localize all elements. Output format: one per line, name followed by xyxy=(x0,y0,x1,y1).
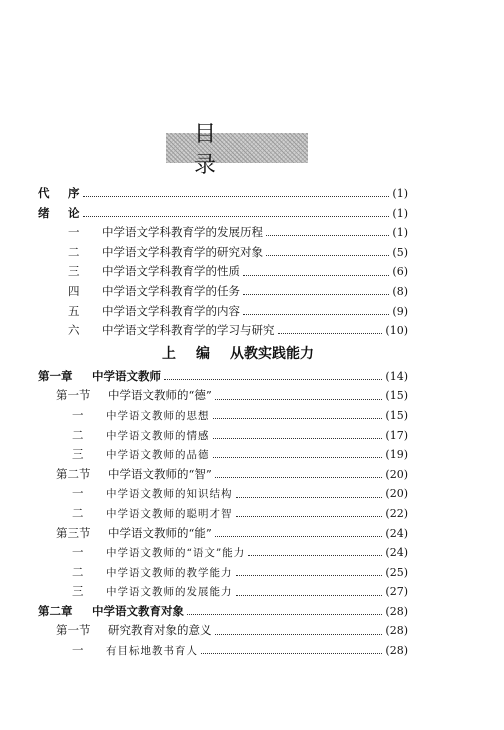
toc-entry-number: 第一节 xyxy=(56,388,91,403)
part-name: 从教实践能力 xyxy=(230,345,314,362)
toc-entry-page: (5) xyxy=(392,245,408,259)
toc-entry-number: 二 xyxy=(72,564,84,579)
part-label-2: 编 xyxy=(196,345,210,362)
toc-entry[interactable] xyxy=(38,465,408,485)
toc-leader-dots xyxy=(215,399,383,400)
toc-entry-text: 中学语文教师的情感 xyxy=(106,429,210,442)
toc-leader-dots xyxy=(213,457,383,458)
toc-entry[interactable] xyxy=(38,621,408,641)
toc-entry-number: 一 xyxy=(68,225,80,240)
toc-entry-text: 中学语文教师的发展能力 xyxy=(106,586,233,599)
toc-leader-dots xyxy=(187,614,382,615)
toc-entry-number: 一 xyxy=(72,643,84,658)
toc-entry-number: 第一节 xyxy=(56,623,91,638)
toc-entry-page: (8) xyxy=(392,284,408,298)
toc-entry[interactable] xyxy=(38,524,408,544)
toc-entry[interactable] xyxy=(38,445,408,465)
toc-entry-text: 中学语文教师的知识结构 xyxy=(106,488,233,501)
toc-leader-dots xyxy=(215,536,383,537)
toc-leader-dots xyxy=(248,555,382,556)
toc-leader-dots xyxy=(213,438,383,439)
toc-leader-dots xyxy=(236,595,383,596)
toc-entry-page: (22) xyxy=(385,506,408,520)
toc-entry-page: (24) xyxy=(385,526,408,540)
toc-entry-text: 中学语文学科教育学的研究对象 xyxy=(102,244,263,259)
toc-entry-number: 绪 xyxy=(38,205,50,220)
toc-entry-text: 中学语文学科教育学的内容 xyxy=(102,303,240,318)
toc-entry-text: 中学语文学科教育学的任务 xyxy=(102,283,240,298)
toc-leader-dots xyxy=(243,275,389,276)
toc-leader-dots xyxy=(236,516,383,517)
toc-entry[interactable] xyxy=(38,184,408,204)
toc-leader-dots xyxy=(236,497,383,498)
toc-entry-text: 中学语文教师 xyxy=(92,368,161,383)
toc-entry[interactable] xyxy=(38,204,408,224)
toc-entry-page: (1) xyxy=(392,187,408,200)
toc-entry[interactable] xyxy=(38,386,408,406)
toc-entry-page: (28) xyxy=(385,644,408,658)
toc-entry-page: (6) xyxy=(392,265,408,279)
toc-entry-number: 代 xyxy=(38,186,50,200)
toc-entry[interactable] xyxy=(38,367,408,387)
table-of-contents xyxy=(38,184,408,661)
toc-entry-text: 研究教育对象的意义 xyxy=(108,623,212,638)
toc-entry-text: 中学语文教育对象 xyxy=(92,603,184,618)
toc-leader-dots xyxy=(201,653,382,654)
toc-entry[interactable] xyxy=(38,563,408,583)
toc-leader-dots xyxy=(236,575,383,576)
toc-title: 目 录 xyxy=(194,122,245,178)
toc-entry-page: (20) xyxy=(385,467,408,481)
part-label: 上 xyxy=(162,345,176,362)
toc-entry-number: 一 xyxy=(72,407,84,422)
toc-entry-number: 三 xyxy=(72,447,84,462)
toc-entry[interactable] xyxy=(38,602,408,622)
toc-entry-page: (9) xyxy=(392,304,408,318)
toc-entry-page: (28) xyxy=(385,604,408,618)
toc-entry-page: (24) xyxy=(385,546,408,560)
toc-leader-dots xyxy=(278,333,383,334)
toc-leader-dots xyxy=(215,634,383,635)
toc-entry[interactable] xyxy=(38,321,408,341)
toc-leader-dots xyxy=(164,379,382,380)
toc-leader-dots xyxy=(243,314,389,315)
toc-entry-text: 论 xyxy=(68,205,80,220)
toc-entry-number: 一 xyxy=(72,545,84,560)
toc-entry[interactable] xyxy=(38,426,408,446)
toc-entry-text: 中学语文教师的“德” xyxy=(108,388,212,403)
toc-entry-number: 三 xyxy=(68,264,80,279)
toc-entry-page: (25) xyxy=(385,565,408,579)
toc-title-box xyxy=(166,122,308,178)
toc-entry[interactable] xyxy=(38,406,408,426)
toc-entry-text: 中学语文教师的教学能力 xyxy=(106,566,233,579)
toc-entry-text: 中学语文教师的聪明才智 xyxy=(106,507,233,520)
toc-entry[interactable] xyxy=(38,504,408,524)
part-heading xyxy=(38,341,408,367)
toc-entry-number: 四 xyxy=(68,283,80,298)
toc-entry-number: 三 xyxy=(72,584,84,599)
toc-leader-dots xyxy=(213,418,383,419)
toc-entry-text: 中学语文教师的“能” xyxy=(108,525,212,540)
toc-leader-dots xyxy=(266,255,389,256)
toc-entry[interactable] xyxy=(38,282,408,302)
toc-entry-number: 第一章 xyxy=(38,368,73,383)
toc-entry-number: 第二节 xyxy=(56,466,91,481)
toc-entry-text: 中学语文教师的“智” xyxy=(108,466,212,481)
toc-entry-number: 二 xyxy=(68,244,80,259)
toc-entry-page: (28) xyxy=(385,624,408,638)
toc-entry-page: (15) xyxy=(385,408,408,422)
toc-entry-text: 序 xyxy=(68,186,80,200)
toc-entry-text: 中学语文学科教育学的发展历程 xyxy=(102,225,263,240)
toc-entry-text: 中学语文学科教育学的学习与研究 xyxy=(102,323,275,338)
toc-entry[interactable] xyxy=(38,641,408,661)
toc-leader-dots xyxy=(83,216,390,217)
toc-entry-page: (17) xyxy=(385,428,408,442)
toc-leader-dots xyxy=(215,477,383,478)
toc-entry-page: (27) xyxy=(385,585,408,599)
toc-leader-dots xyxy=(83,196,390,197)
toc-entry[interactable] xyxy=(38,302,408,322)
toc-entry-text: 中学语文教师的思想 xyxy=(106,409,210,422)
toc-entry-number: 第二章 xyxy=(38,603,73,618)
toc-entry[interactable] xyxy=(38,223,408,243)
toc-entry-page: (15) xyxy=(385,389,408,403)
toc-entry-page: (19) xyxy=(385,448,408,462)
toc-entry[interactable] xyxy=(38,543,408,563)
toc-entry-number: 六 xyxy=(68,323,80,338)
toc-entry-number: 二 xyxy=(72,505,84,520)
toc-entry-page: (10) xyxy=(385,324,408,338)
toc-entry-page: (1) xyxy=(392,226,408,240)
toc-entry-number: 二 xyxy=(72,427,84,442)
toc-entry-page: (1) xyxy=(392,206,408,220)
toc-entry-number: 第三节 xyxy=(56,525,91,540)
toc-entry-text: 中学语文学科教育学的性质 xyxy=(102,264,240,279)
toc-entry-text: 中学语文教师的品德 xyxy=(106,449,210,462)
toc-entry-number: 五 xyxy=(68,303,80,318)
toc-entry-number: 一 xyxy=(72,486,84,501)
toc-entry-text: 中学语文教师的“语文”能力 xyxy=(106,547,246,560)
toc-entry[interactable] xyxy=(38,243,408,263)
toc-entry-page: (20) xyxy=(385,487,408,501)
toc-leader-dots xyxy=(243,294,389,295)
toc-entry[interactable] xyxy=(38,582,408,602)
toc-entry[interactable] xyxy=(38,484,408,504)
toc-entry[interactable] xyxy=(38,262,408,282)
toc-leader-dots xyxy=(266,235,389,236)
toc-entry-page: (14) xyxy=(385,369,408,383)
toc-entry-text: 有目标地教书育人 xyxy=(106,645,198,658)
